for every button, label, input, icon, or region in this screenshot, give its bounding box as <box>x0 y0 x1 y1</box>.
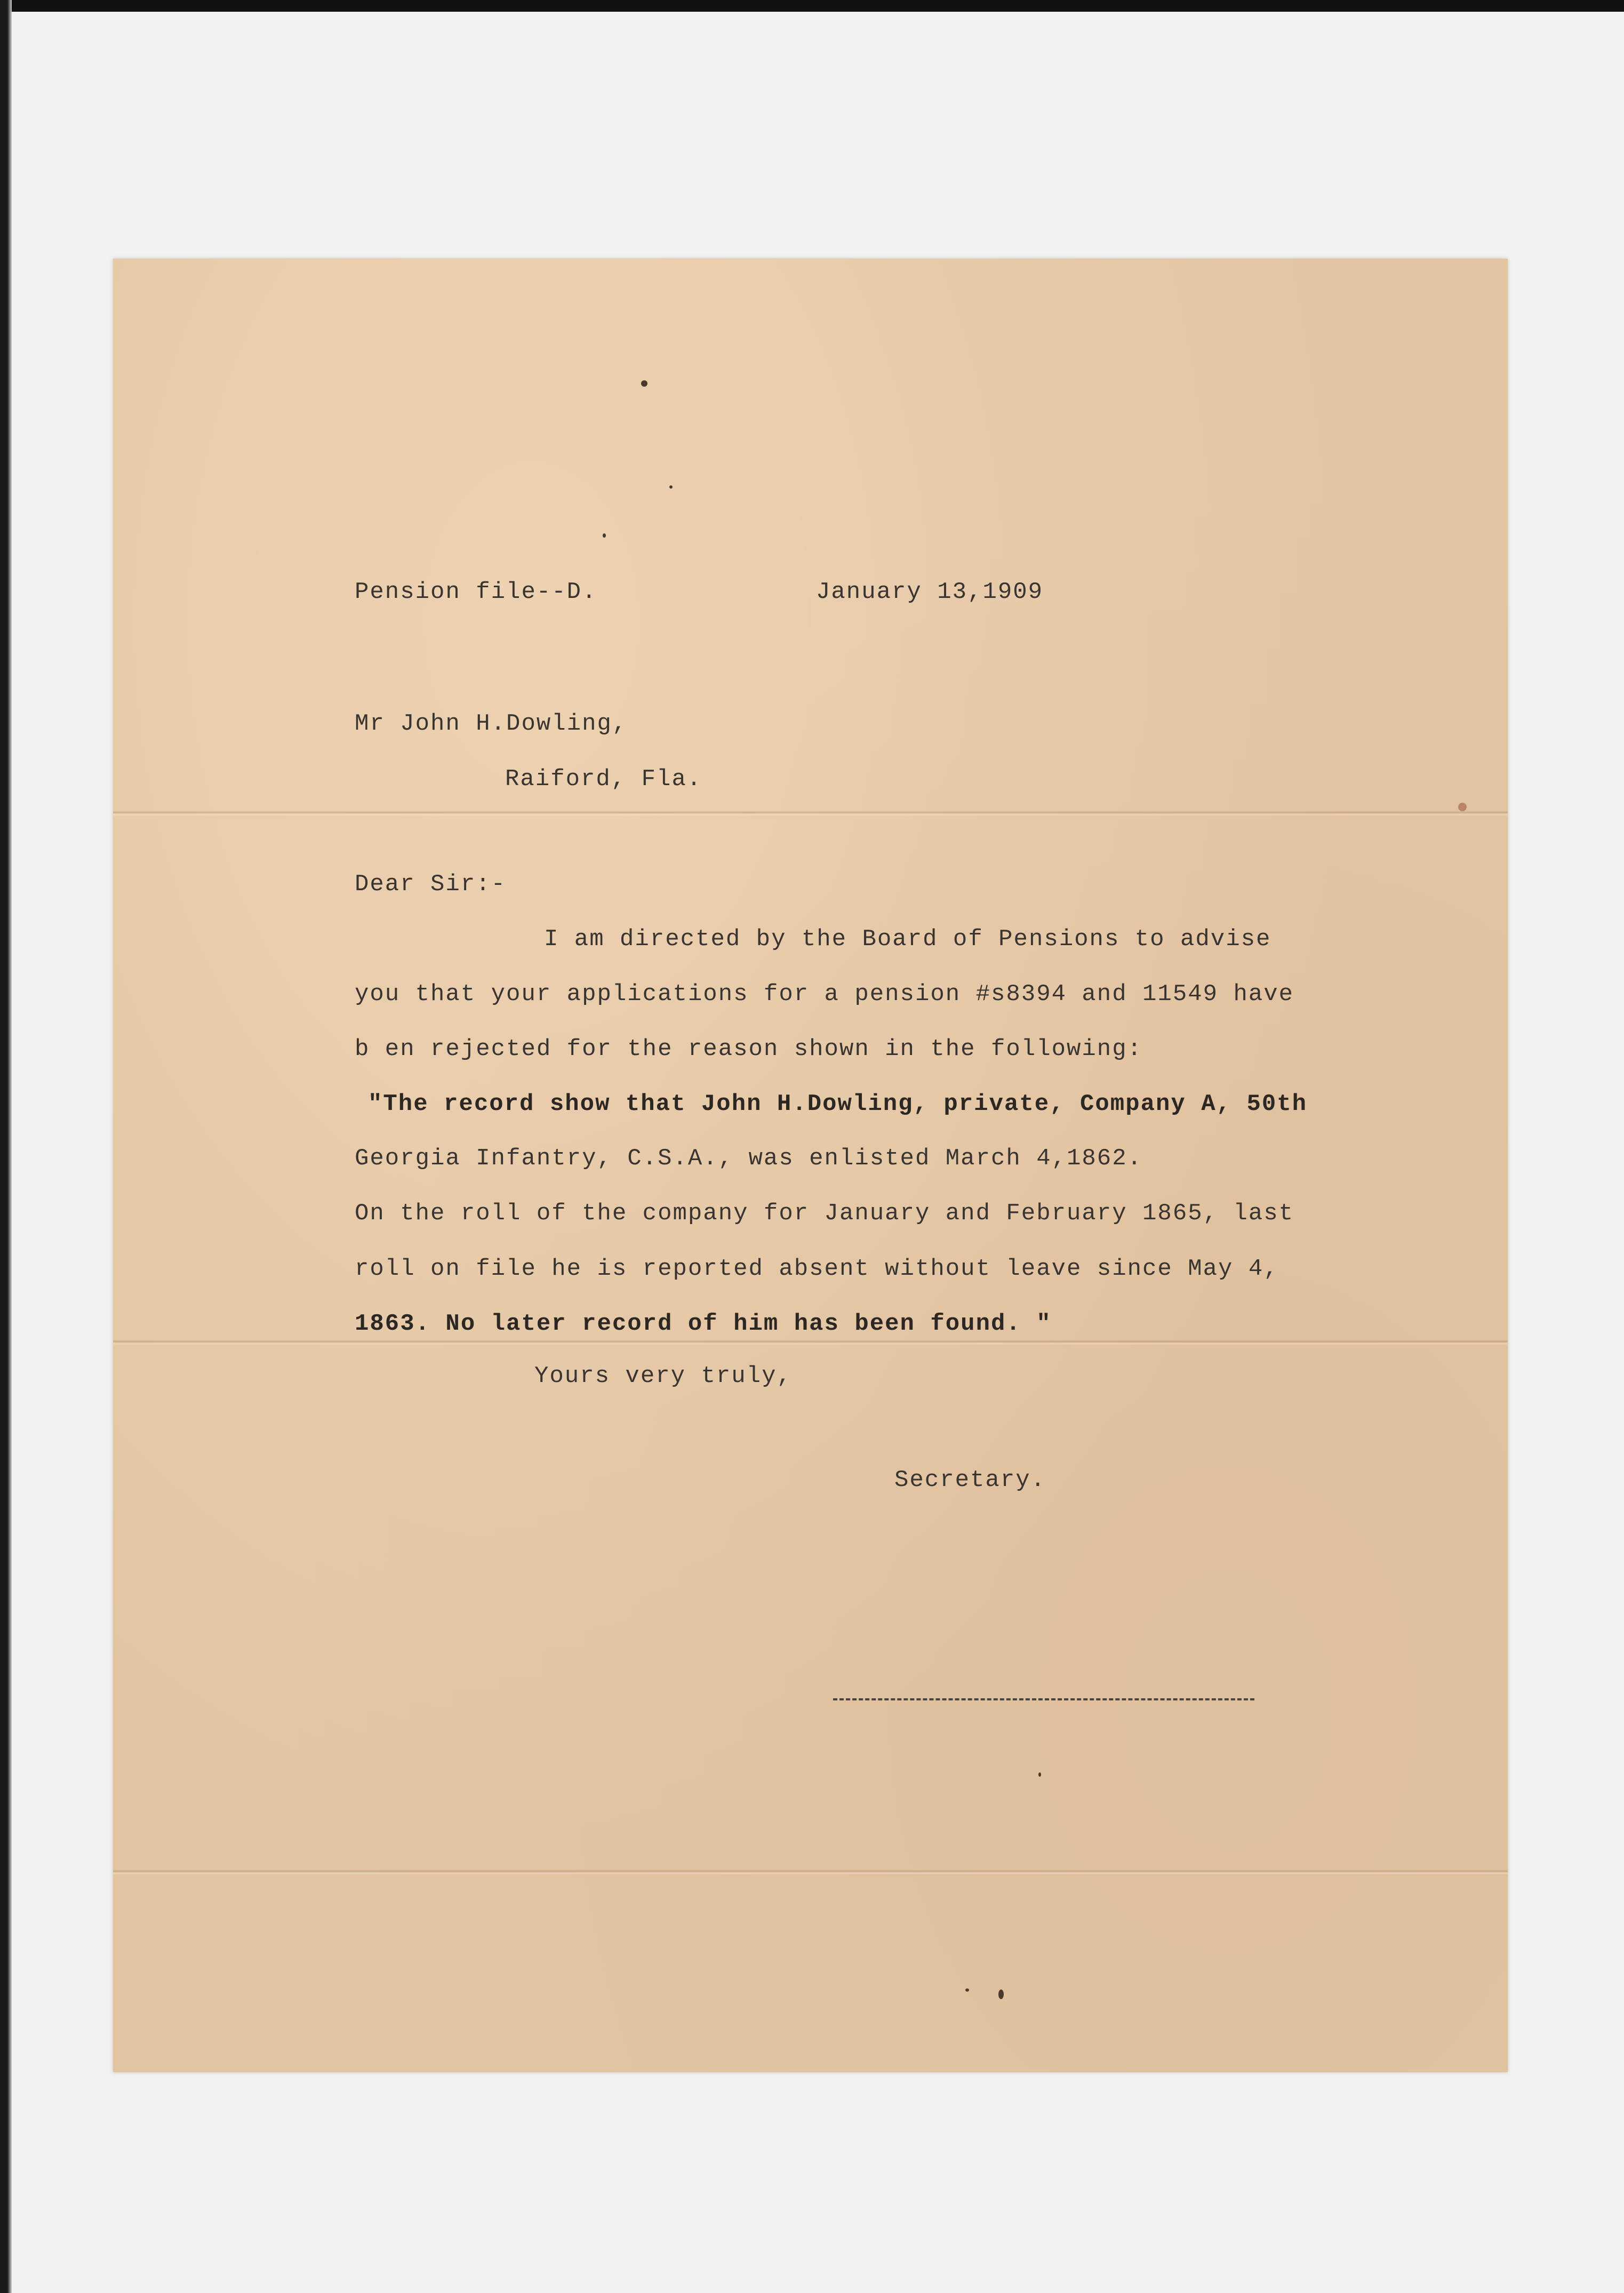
fold-crease <box>113 811 1508 816</box>
recipient-name: Mr John H.Dowling, <box>355 710 628 737</box>
letter-sheet <box>113 259 1508 2072</box>
ink-speck <box>603 533 606 538</box>
ink-speck <box>669 485 673 489</box>
ink-speck <box>641 380 647 387</box>
stain-spot <box>1458 803 1467 811</box>
signature-title: Secretary. <box>894 1467 1046 1493</box>
ink-speck <box>998 1990 1004 1999</box>
scanner-frame-top <box>0 0 1624 12</box>
letter-date: January 13,1909 <box>816 579 1044 605</box>
body-line: I am directed by the Board of Pensions to advise <box>544 926 1271 953</box>
body-line: you that your applications for a pension #s8394 and 11549 have <box>355 981 1294 1008</box>
fold-crease <box>113 1869 1508 1875</box>
signature-line <box>833 1698 1254 1700</box>
fold-crease <box>113 1340 1508 1345</box>
body-line: roll on file he is reported absent without leave since May 4, <box>355 1256 1279 1282</box>
file-reference: Pension file--D. <box>355 579 597 605</box>
recipient-place: Raiford, Fla. <box>505 766 702 793</box>
body-line: "The record show that John H.Dowling, private, Company A, 50th <box>368 1091 1308 1117</box>
ink-speck <box>1038 1772 1041 1777</box>
body-line: Georgia Infantry, C.S.A., was enlisted March 4,1862. <box>355 1145 1143 1172</box>
closing: Yours very truly, <box>534 1363 792 1389</box>
body-line: 1863. No later record of him has been found. " <box>355 1311 1052 1337</box>
body-line: On the roll of the company for January and February 1865, last <box>355 1200 1294 1227</box>
scanner-frame-left <box>0 0 12 2293</box>
salutation: Dear Sir:- <box>355 871 507 898</box>
ink-speck <box>965 1988 969 1992</box>
body-line: b en rejected for the reason shown in the following: <box>355 1036 1143 1062</box>
